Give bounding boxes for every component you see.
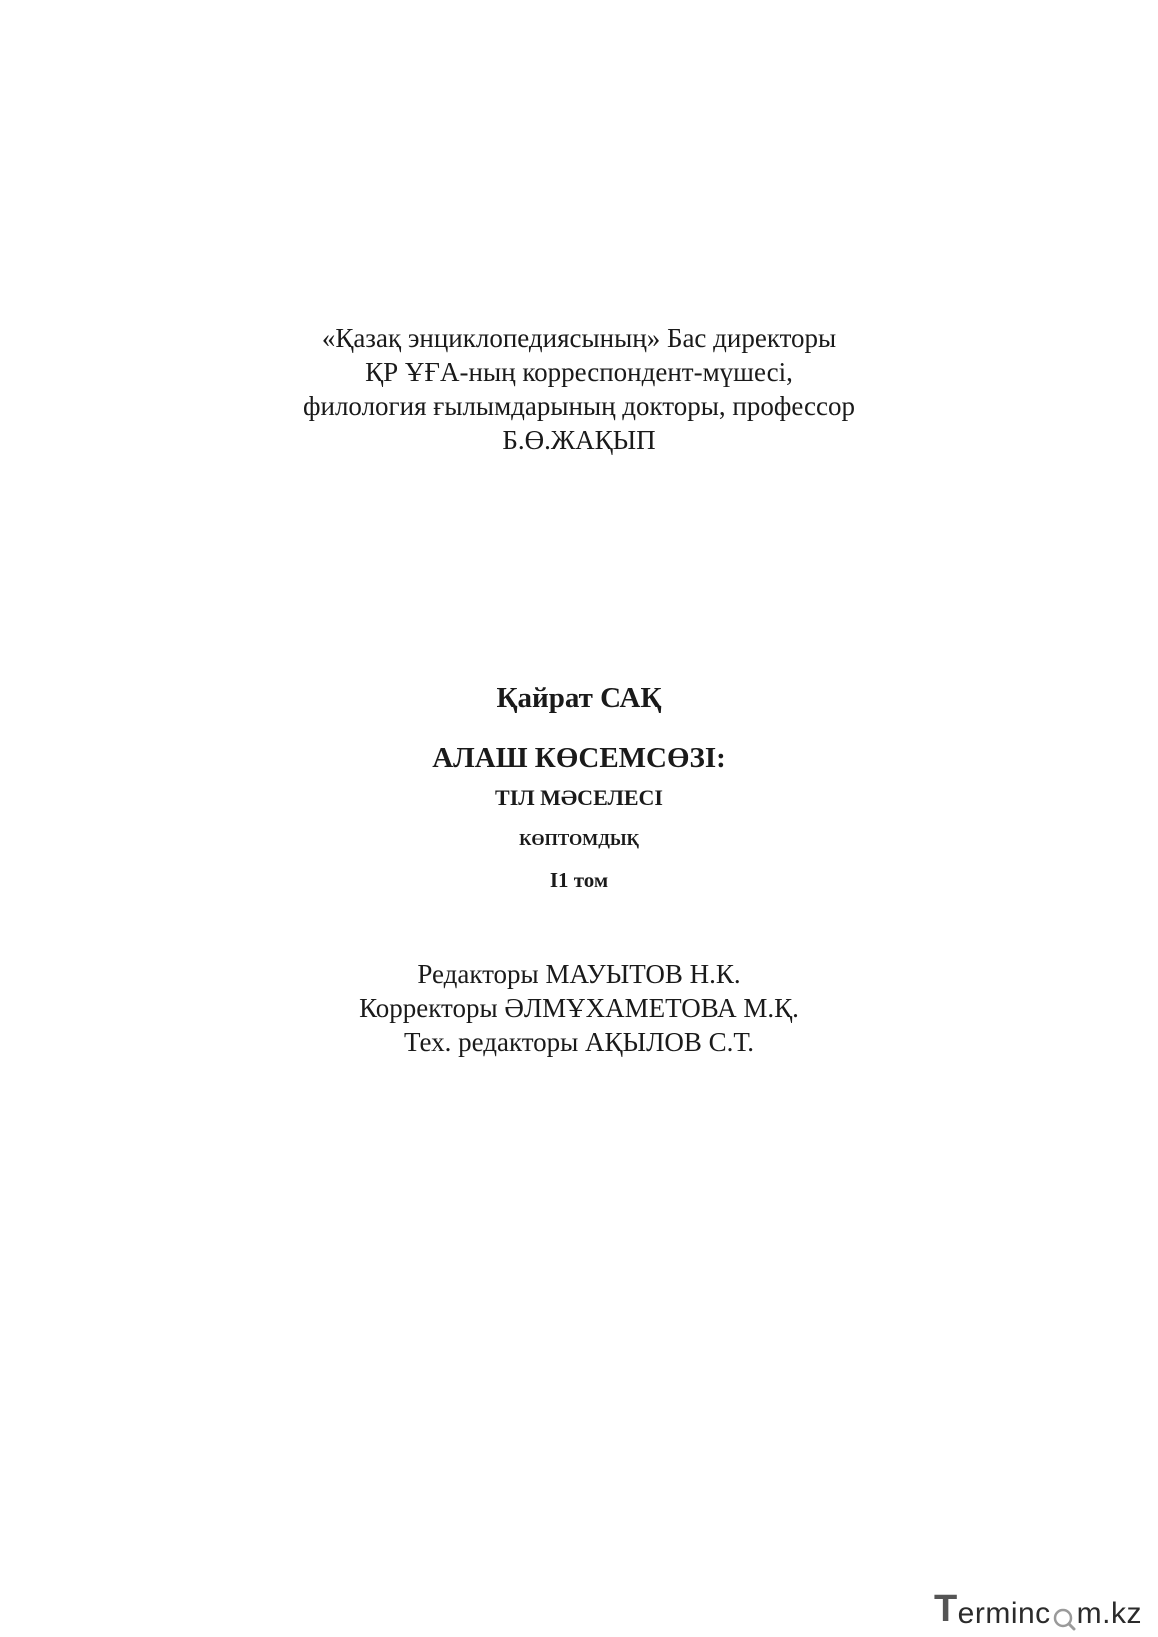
book-title: АЛАШ КӨСЕМСӨЗІ: — [432, 742, 726, 774]
approval-line-2: ҚР ҰҒА-ның корреспондент-мүшесі, — [365, 357, 793, 387]
watermark-text-2: m.kz — [1076, 1597, 1142, 1630]
book-series: КӨПТОМДЫҚ — [519, 830, 639, 849]
book-subtitle: ТІЛ МӘСЕЛЕСІ — [495, 785, 663, 810]
credit-tech-editor: Тех. редакторы АҚЫЛОВ С.Т. — [404, 1027, 754, 1057]
book-volume: І1 том — [549, 868, 609, 892]
watermark-initial: T — [933, 1588, 958, 1630]
approval-line-3: филология ғылымдарының докторы, профессор — [303, 391, 855, 421]
termincom-watermark — [934, 1585, 1142, 1631]
watermark-text-1: erminc — [957, 1597, 1051, 1630]
magnifier-icon — [1052, 1601, 1076, 1631]
approval-line-1: «Қазақ энциклопедиясының» Бас директоры — [321, 323, 837, 353]
approval-line-4: Б.Ө.ЖАҚЫП — [502, 425, 656, 455]
credit-proofreader: Корректоры ӘЛМҰХАМЕТОВА М.Қ. — [359, 993, 799, 1023]
credit-editor: Редакторы МАУЫТОВ Н.К. — [417, 959, 741, 989]
book-author: Қайрат САҚ — [496, 682, 662, 714]
